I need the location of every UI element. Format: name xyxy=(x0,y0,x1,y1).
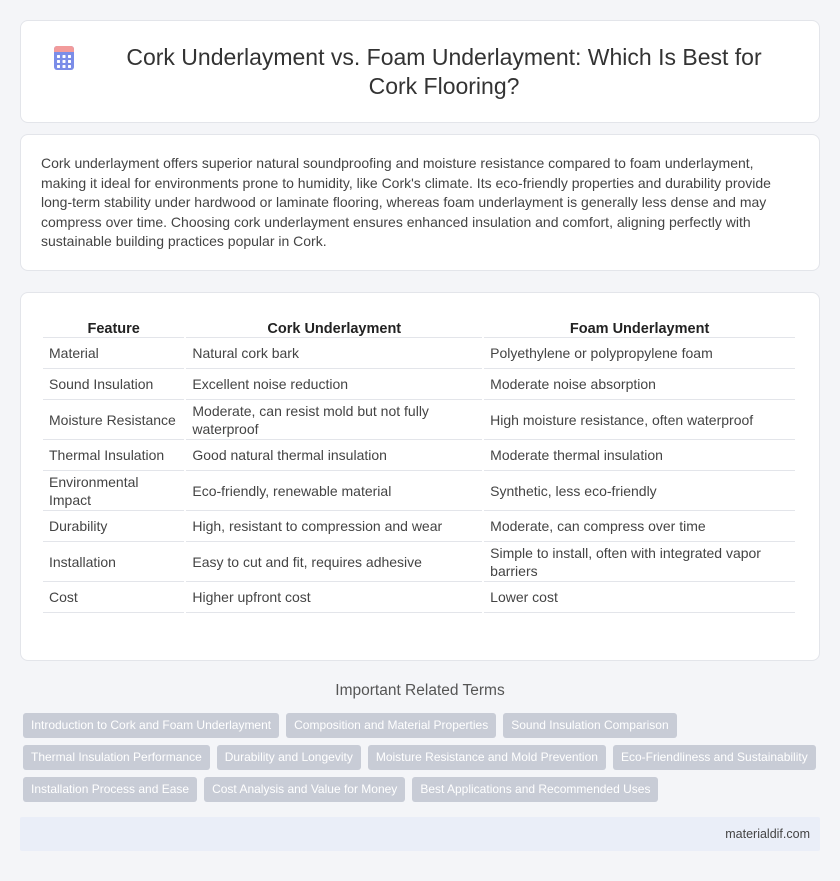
tag-link[interactable]: Eco-Friendliness and Sustainability xyxy=(613,745,816,770)
table-row xyxy=(43,369,795,400)
table-cell: Excellent noise reduction xyxy=(186,369,482,400)
table-row xyxy=(43,511,795,542)
table-header-row xyxy=(43,316,795,338)
tag-link[interactable]: Composition and Material Properties xyxy=(286,713,496,738)
tag-link[interactable]: Sound Insulation Comparison xyxy=(503,713,676,738)
table-cell: High, resistant to compression and wear xyxy=(186,511,482,542)
table-cell: Moderate thermal insulation xyxy=(484,440,795,471)
table-row xyxy=(43,440,795,471)
comparison-table xyxy=(41,316,797,613)
related-terms-tags xyxy=(23,713,823,809)
page-title: Cork Underlayment vs. Foam Underlayment: Which Is Best for Cork Flooring? xyxy=(126,43,762,99)
tag-link[interactable]: Moisture Resistance and Mold Prevention xyxy=(368,745,606,770)
tag-link[interactable]: Introduction to Cork and Foam Underlayment xyxy=(23,713,279,738)
table-header-foam: Foam Underlayment xyxy=(484,316,795,338)
table-cell: Installation xyxy=(43,542,184,582)
intro-text: Cork underlayment offers superior natural soundproofing and moisture resistance compared to foam underlayment, making it ideal for environments prone to humidity, like Cork's climate. Its eco-friendly properties and durability provide long-term stability under hardwood or laminate flooring, whereas foam underlayment is generally less dense and may compress over time. Choosing cork underlayment ensures enhanced insulation and comfort, aligning perfectly with sustainable building practices popular in Cork. xyxy=(41,155,771,249)
tag-link[interactable]: Cost Analysis and Value for Money xyxy=(204,777,405,802)
footer-site-link[interactable]: materialdif.com xyxy=(725,827,810,841)
title-wrap xyxy=(51,43,789,101)
footer xyxy=(20,817,820,851)
table-row xyxy=(43,338,795,369)
table-cell: Sound Insulation xyxy=(43,369,184,400)
tag-link[interactable]: Thermal Insulation Performance xyxy=(23,745,210,770)
table-cell: Polyethylene or polypropylene foam xyxy=(484,338,795,369)
tag-row xyxy=(23,745,823,770)
table-cell: Moderate, can compress over time xyxy=(484,511,795,542)
table-row xyxy=(43,582,795,613)
table-cell: Moisture Resistance xyxy=(43,400,184,440)
tag-row xyxy=(23,777,823,802)
table-cell: Environmental Impact xyxy=(43,471,184,511)
table-cell: Higher upfront cost xyxy=(186,582,482,613)
table-row xyxy=(43,542,795,582)
table-header-feature: Feature xyxy=(43,316,184,338)
comparison-table-card xyxy=(20,292,820,661)
title-card xyxy=(20,20,820,123)
related-terms-title: Important Related Terms xyxy=(335,682,505,699)
table-cell: Easy to cut and fit, requires adhesive xyxy=(186,542,482,582)
table-row xyxy=(43,471,795,511)
table-cell: Good natural thermal insulation xyxy=(186,440,482,471)
table-cell: Material xyxy=(43,338,184,369)
tag-link[interactable]: Durability and Longevity xyxy=(217,745,361,770)
table-cell: Durability xyxy=(43,511,184,542)
calculator-icon xyxy=(51,45,77,71)
table-row xyxy=(43,400,795,440)
table-cell: Thermal Insulation xyxy=(43,440,184,471)
intro-card xyxy=(20,134,820,271)
table-cell: Moderate, can resist mold but not fully waterproof xyxy=(186,400,482,440)
table-cell: Moderate noise absorption xyxy=(484,369,795,400)
tag-link[interactable]: Installation Process and Ease xyxy=(23,777,197,802)
table-cell: Eco-friendly, renewable material xyxy=(186,471,482,511)
table-header-cork: Cork Underlayment xyxy=(186,316,482,338)
table-cell: Lower cost xyxy=(484,582,795,613)
table-cell: Natural cork bark xyxy=(186,338,482,369)
tag-link[interactable]: Best Applications and Recommended Uses xyxy=(412,777,658,802)
table-cell: High moisture resistance, often waterproof xyxy=(484,400,795,440)
table-cell: Simple to install, often with integrated vapor barriers xyxy=(484,542,795,582)
tag-row xyxy=(23,713,823,738)
table-cell: Cost xyxy=(43,582,184,613)
table-cell: Synthetic, less eco-friendly xyxy=(484,471,795,511)
